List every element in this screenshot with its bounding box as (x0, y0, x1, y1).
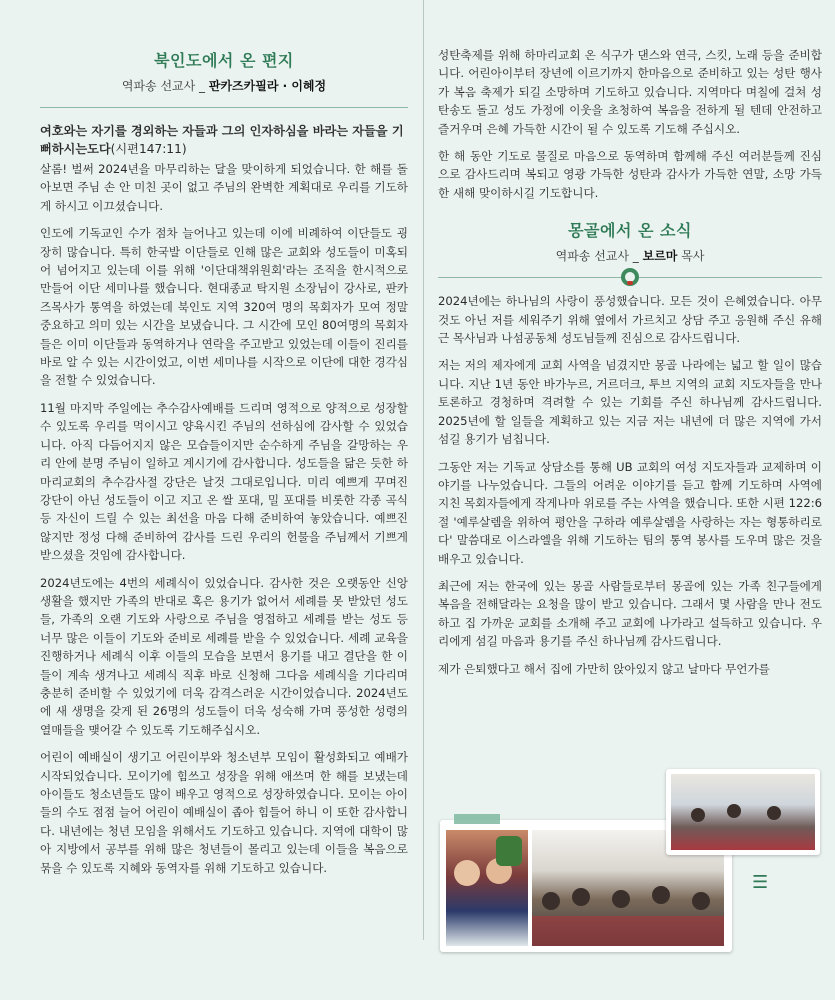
byline-prefix: 역파송 선교사 _ (555, 249, 643, 264)
verse-text: 여호와는 자기를 경외하는 자들과 그의 인자하심을 바라는 자들을 기뻐하시는도다 (40, 124, 404, 156)
section-rule (438, 268, 822, 286)
left-column (40, 0, 408, 886)
paragraph: 그동안 저는 기독교 상담소를 통해 UB 교회의 여성 지도자들과 교제하며 이야기를 나누었습니다. 그들의 어려운 이야기를 듣고 함께 기도하며 사역에 지친 목회자들에게 작게나마 위로를 주는 사역을 했습니다. 또한 시편 122:6절 '예루살렘을 위하여 평안을 구하라 예루살렘을 사랑하는 자는 형통하리로다' 말씀대로 이스라엘을 위해 기도하는 팀의 통역 봉사를 도우며 많은 것을 배우고 있습니다. (438, 459, 822, 566)
byline-prefix: 역파송 선교사 _ (121, 79, 209, 93)
right-column (438, 0, 822, 687)
photo-collage-inset (666, 769, 820, 855)
section-title-mongolia: 몽골에서 온 소식 (568, 221, 692, 241)
wreath-icon (621, 268, 639, 286)
verse-reference: (시편147:11) (110, 142, 187, 156)
byline-mongolia (438, 247, 822, 264)
paragraph: 최근에 저는 한국에 있는 몽골 사람들로부터 몽골에 있는 가족 친구들에게 복음을 전해달라는 요청을 많이 받고 있습니다. 그래서 몇 사람을 만나 전도하고 집 가까운 교회를 소개해 주고 교회에 나가라고 설득하고 있습니다. 우리에게 섬길 마음과 용기를 주신 하나님께 감사드립니다. (438, 578, 822, 649)
byline-name: 보르마 (642, 249, 678, 264)
scripture-verse (40, 122, 408, 158)
paragraph: 제가 은퇴했다고 해서 집에 가만히 앉아있지 않고 날마다 무언가를 (438, 661, 770, 676)
paragraph: 한 해 동안 기도로 물질로 마음으로 동역하며 함께해 주신 여러분들께 진심으로 감사드리며 복되고 영광 가득한 성탄과 감사가 가득한 연말, 소망 가득한 새해 맞이하시길 기도합니다. (438, 149, 822, 200)
paragraph: 2024년도에는 4번의 세례식이 있었습니다. 감사한 것은 오랫동안 신앙생활을 했지만 가족의 반대로 혹은 용기가 없어서 세례를 못 받았던 성도들, 가족의 오랜 기도와 사랑으로 주님을 영접하고 세례를 받는 성도 등 너무 많은 이들이 기도와 준비로 세례를 받을 수 있었습니다. 세례 교육을 진행하거나 세례식 이후 이들의 모습을 보면서 용기를 내고 결단을 한 이들이 계속 생겨나고 세례식 직후 바로 신청해 그다음 세례식을 기다리며 충분히 준비할 수 있었기에 더욱 감격스러운 시간이었습니다. 2024년도에 새 생명을 갖게 된 26명의 성도들이 더욱 성숙해 가며 풍성한 성령의 열매들을 맺어갈 수 있도록 기도해주십시오. (40, 575, 408, 737)
section-title-north-india: 북인도에서 온 편지 (154, 51, 294, 70)
byline-name: 판카즈카필라 · 이혜정 (208, 79, 327, 93)
paragraph: 살롬! 벌써 2024년을 마무리하는 달을 맞이하게 되었습니다. 한 해를 돌아보면 주님 손 안 미친 곳이 없고 주님의 완벽한 계획대로 우리를 기도하게 하시고 이끄셨습니다. (40, 162, 408, 213)
paragraph: 저는 저의 제자에게 교회 사역을 넘겼지만 몽골 나라에는 넓고 할 일이 많습니다. 지난 1년 동안 바가누르, 거르더크, 투브 지역의 교회 지도자들을 만나 토론하고 경청하며 격려할 수 있는 기회를 주신 하나님께 감사드립니다. 2025년에 할 일들을 계획하고 있는 지금 저는 내년에 더 많은 지역에 가서 섬길 용기가 넘칩니다. (438, 358, 822, 447)
byline-suffix: 목사 (677, 249, 705, 264)
column-divider (423, 0, 424, 940)
tape-decoration (454, 814, 500, 824)
byline-north-india (40, 77, 408, 94)
paragraph: 인도에 기독교인 수가 점차 늘어나고 있는데 이에 비례하여 이단들도 굉장히 많습니다. 특히 한국발 이단들로 인해 많은 교회와 성도들이 미혹되어 넘어지고 있는데 이를 위해 '이단대책위원회'라는 조직을 한시적으로 만들어 이단 세미나를 했습니다. 현대종교 탁지원 소장님이 강사로, 판카즈목사가 통역을 하였는데 북인도 지역 320여 명의 목회자가 모여 정말 중요하고 의미 있는 시간을 보냈습니다. 그 시간에 모인 80여명의 목회자들은 이미 이단들과 동역하거나 연락을 주고받고 있었는데 이들이 진리를 바로 알 수 있는 시간이었고, 이번 세미나를 시작으로 이단에 대한 경각심을 전할 수 있었습니다. (40, 226, 408, 388)
paragraph: 2024년에는 하나님의 사랑이 풍성했습니다. 모든 것이 은혜였습니다. 아무것도 아닌 저를 세워주기 위해 옆에서 가르치고 상담 주고 응원해 주신 유해근 목사님과 나섬공동체 성도님들께 진심으로 감사드립니다. (438, 294, 822, 346)
paragraph: 어린이 예배실이 생기고 어린이부와 청소년부 모임이 활성화되고 예배가 시작되었습니다. 모이기에 힘쓰고 성장을 위해 애쓰며 한 해를 보냈는데 아이들도 청소년들도 많이 배우고 영적으로 성장하였습니다. 모이는 아이들의 수도 점점 늘어 어린이 예배실이 좁아 힘들어 하니 이 또한 감사합니다. 내년에는 청년 모임을 위해서도 기도하고 있습니다. 지역에 대학이 많아 지방에서 공부를 위해 많은 청년들이 몰리고 있는데 이들을 복음으로 묶을 수 있도록 지혜와 동역자를 위해 기도하고 있습니다. (40, 750, 408, 875)
section-rule (40, 98, 408, 116)
menu-icon: ☰ (752, 872, 769, 893)
photo-classroom (671, 774, 815, 850)
paragraph: 11월 마지막 주일에는 추수감사예배를 드리며 영적으로 양적으로 성장할 수 있도록 우리를 먹이시고 양육시킨 주님의 선하심에 감사할 수 있었습니다. 아직 다듬어지지 않은 모습들이지만 순수하게 주님을 갈망하는 우리 안에 분명 주님이 일하고 계시기에 감사합니다. 성도들을 닮은 듯한 하마리교회의 추수감사절 강단은 날것 그대로입니다. 미리 예쁘게 꾸며진 강단이 아닌 성도들이 이고 지고 온 쌀 포대, 밀 포대를 비롯한 각종 곡식 등 자신이 드릴 수 있는 최선을 마음 다해 준비하여 놓았습니다. 예쁘진 않지만 정성 다해 준비하여 감사를 드린 우리의 헌물을 주님께서 기쁘게 받으셨을 것임에 감사합니다. (40, 400, 408, 563)
photo-two-women (446, 830, 528, 946)
paragraph: 성탄축제를 위해 하마리교회 온 식구가 댄스와 연극, 스킷, 노래 등을 준비합니다. 어린아이부터 장년에 이르기까지 한마음으로 준비하고 있는 성탄 행사가 복음 축제가 되길 소망하며 기도하고 있습니다. 지역마다 며칠에 걸쳐 성탄송도 돌고 성도 가정에 이웃을 초청하여 복음을 전하게 될 텐데 안전하고 즐거우며 은혜 가득한 시간이 될 수 있도록 기도해 주십시오. (438, 48, 822, 136)
